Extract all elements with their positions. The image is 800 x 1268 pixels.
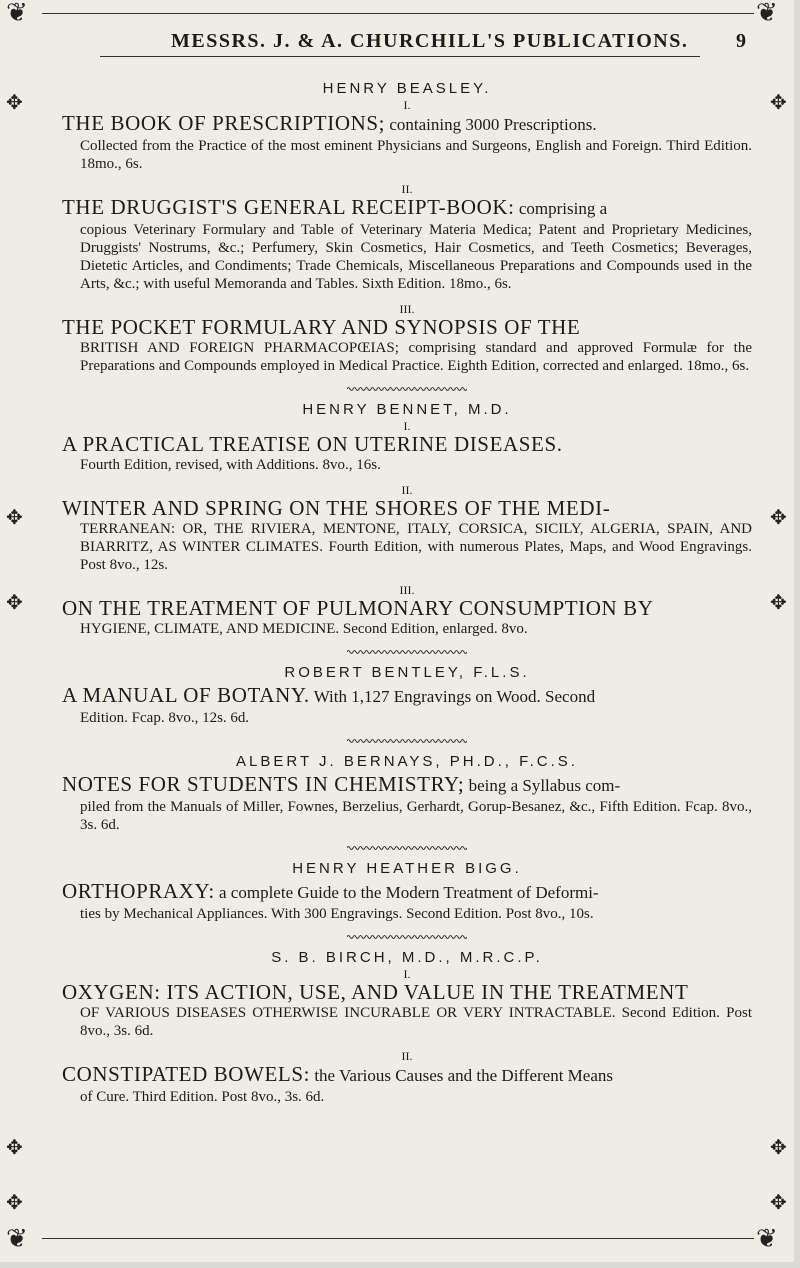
top-border-rule [42,13,754,14]
author-name: ALBERT J. BERNAYS, PH.D., F.C.S. [236,753,578,770]
ornament-icon: ✥ [770,507,787,529]
entry-title: THE POCKET FORMULARY AND SYNOPSIS OF THE [62,315,581,339]
running-header [0,28,794,52]
entry-number: I. [403,967,411,981]
bottom-left-ornament-icon: ❦ [6,1224,28,1253]
entry-title-description: comprising a [514,199,608,218]
entry-title-description: being a Syllabus com- [464,776,621,795]
entry-title-line [62,432,752,456]
entry-title: WINTER AND SPRING ON THE SHORES OF THE MEDI- [62,496,611,520]
publication-entry [62,879,752,923]
publication-entry [62,420,752,474]
wavy-divider [347,385,467,393]
entry-description: OF VARIOUS DISEASES OTHERWISE INCURABLE OR VERY INTRACTABLE. Second Edition. Post 8vo., 3s. 6d. [80,1005,752,1039]
entry-number: II. [401,1049,413,1063]
entry-title: NOTES FOR STUDENTS IN CHEMISTRY; [62,772,465,796]
entry-title-line [62,1062,752,1088]
entry-description: piled from the Manuals of Miller, Fownes, Berzelius, Gerhardt, Gorup-Besanez, &c., Fifth Edition. Fcap. 8vo., 3s. 6d. [80,799,752,833]
author-section [62,844,752,923]
entry-number: III. [399,302,415,316]
entry-title: THE DRUGGIST'S GENERAL RECEIPT-BOOK: [62,195,515,219]
author-section [62,385,752,638]
publication-entry [62,584,752,638]
entry-title-line [62,980,752,1004]
entry-description: copious Veterinary Formulary and Table of Veterinary Materia Medica; Patent and Proprietary Medicines, Druggists' Nostrums, &c.; Perfumery, Skin Cosmetics, Hair Cosmetics, and Teeth Cosmetics; Beverages, Dietetic Articles, and Condiments; Trade Chemicals, Miscellaneous Preparations and Compounds used in the Arts, &c.; with useful Memoranda and Tables. Sixth Edition. 18mo., 6s. [80,222,752,292]
entry-number: II. [401,182,413,196]
entry-title: ORTHOPRAXY: [62,879,215,903]
author-name: ROBERT BENTLEY, F.L.S. [284,664,530,681]
entry-description: HYGIENE, CLIMATE, AND MEDICINE. Second Edition, enlarged. 8vo. [80,621,528,637]
wavy-divider [347,844,467,852]
entry-description: TERRANEAN: OR, THE RIVIERA, MENTONE, ITALY, CORSICA, SICILY, ALGERIA, SPAIN, AND BIARRITZ, AS WINTER CLIMATES. Fourth Edition, with numerous Plates, Maps, and Wood Engravings. Post 8vo., 12s. [80,521,752,573]
entry-number: II. [401,483,413,497]
entry-title-line [62,683,752,709]
entry-title: CONSTIPATED BOWELS: [62,1062,311,1086]
entry-title-line [62,772,752,798]
author-name: S. B. BIRCH, M.D., M.R.C.P. [271,949,543,966]
entry-title: OXYGEN: ITS ACTION, USE, AND VALUE IN THE TREATMENT [62,980,689,1004]
ornament-icon: ✥ [770,92,787,114]
entry-title-description: the Various Causes and the Different Means [310,1066,613,1085]
ornament-icon: ✥ [6,507,23,529]
author-section [62,80,752,375]
entry-title-line [62,879,752,905]
author-section [62,648,752,727]
ornament-icon: ✥ [770,1137,787,1159]
entry-title: THE BOOK OF PRESCRIPTIONS; [62,111,386,135]
ornament-icon: ✥ [6,1137,23,1159]
ornament-icon: ✥ [770,1192,787,1214]
publication-entry [62,99,752,173]
wavy-divider [347,648,467,656]
publication-entry [62,772,752,834]
publication-entry [62,968,752,1040]
entry-description: ties by Mechanical Appliances. With 300 Engravings. Second Edition. Post 8vo., 10s. [80,906,594,922]
ornament-icon: ✥ [6,1192,23,1214]
entry-description: BRITISH AND FOREIGN PHARMACOPŒIAS; comprising standard and approved Formulæ for the Preparations and Compounds employed in Medical Practice. Eighth Edition, corrected and enlarged. 18mo., 6s. [80,340,752,374]
header-rule [100,56,700,57]
ornament-icon: ✥ [770,592,787,614]
bottom-right-ornament-icon: ❦ [756,1224,778,1253]
ornament-icon: ✥ [6,592,23,614]
entry-title-description: containing 3000 Prescriptions. [385,115,597,134]
author-section [62,933,752,1106]
publication-entry [62,303,752,375]
wavy-divider [347,737,467,745]
entry-title: A PRACTICAL TREATISE ON UTERINE DISEASES. [62,432,563,456]
publication-entry [62,683,752,727]
entry-title-line [62,496,752,520]
entry-title: A MANUAL OF BOTANY. [62,683,310,707]
entry-title-description: a complete Guide to the Modern Treatment of Deformi- [214,883,599,902]
bottom-border-rule [42,1238,754,1239]
entry-number: I. [403,98,411,112]
entry-description: Fourth Edition, revised, with Additions. 8vo., 16s. [80,457,381,473]
entry-title-line [62,195,752,221]
author-section [62,737,752,834]
author-name: HENRY BENNET, M.D. [302,401,512,418]
entry-description: of Cure. Third Edition. Post 8vo., 3s. 6d. [80,1089,325,1105]
left-side-ornaments [4,0,24,1262]
entry-description: Edition. Fcap. 8vo., 12s. 6d. [80,710,250,726]
entry-description: Collected from the Practice of the most eminent Physicians and Surgeons, English and Foreign. Third Edition. 18mo., 6s. [80,138,752,172]
entry-number: I. [403,419,411,433]
page-number: 9 [736,30,746,52]
publication-listing [62,80,752,1116]
publication-entry [62,484,752,574]
publication-entry [62,1050,752,1106]
author-name: HENRY HEATHER BIGG. [292,860,522,877]
author-name: HENRY BEASLEY. [322,80,492,97]
entry-title-line [62,315,752,339]
publication-entry [62,183,752,293]
running-title: MESSRS. J. & A. CHURCHILL'S PUBLICATIONS. [171,30,689,52]
wavy-divider [347,933,467,941]
top-left-ornament-icon: ❦ [6,0,28,27]
entry-title-description: With 1,127 Engravings on Wood. Second [309,687,596,706]
entry-number: III. [399,583,415,597]
entry-title-line [62,596,752,620]
entry-title-line [62,111,752,137]
top-right-ornament-icon: ❦ [756,0,778,27]
ornament-icon: ✥ [6,92,23,114]
entry-title: ON THE TREATMENT OF PULMONARY CONSUMPTION BY [62,596,654,620]
right-side-ornaments [768,0,788,1262]
